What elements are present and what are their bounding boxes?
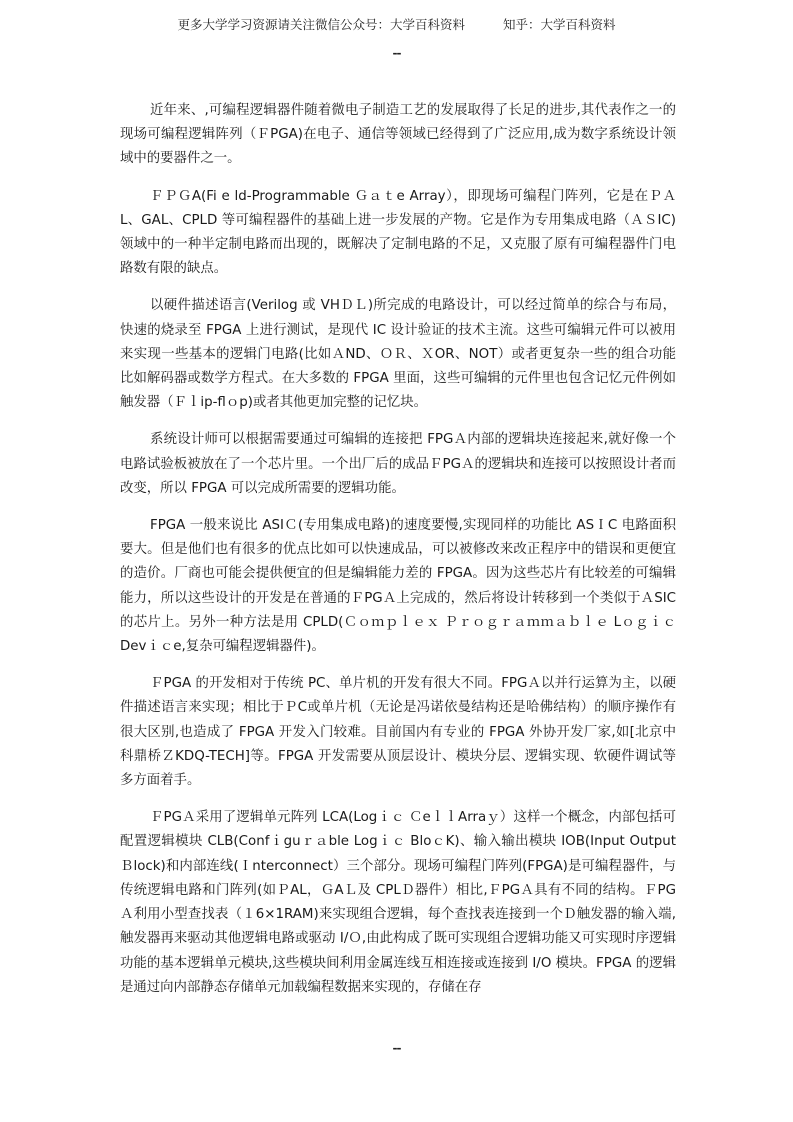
page-marker-top: -- xyxy=(392,46,401,60)
paragraph-fpga-vs-asic: FPGA 一般来说比 ASIＣ(专用集成电路)的速度要慢,实现同样的功能比 ASＩC 电路面积要大。但是他们也有很多的优点比如可以快速成品，可以被修改来改正程序中的错误和更便宜的造价。厂商也可能会提供便宜的但是编辑能力差的 FPGA。因为这些芯片有比较差的可编辑能力，所以这些设计的开发是在普通的ＦPGＡ上完成的，然后将设计转移到一个类似于ＡSIC的芯片上。另外一种方法是用 CPLD(Ｃｏｍｐｌｅｘ Ｐｒｏｇｒａｍｍａｂｌｅ Lｏｇｉｃ Devｉｃe,复杂可编程逻辑器件)。 xyxy=(120,518,676,655)
page-marker-bottom: -- xyxy=(392,1041,401,1055)
paragraph-hdl-design: 以硬件描述语言(Verilog 或 VHＤＬ)所完成的电路设计，可以经过简单的综合与布局，快速的烧录至 FPGA 上进行测试，是现代 IC 设计验证的技术主流。这些可编辑元件可以被用来实现一些基本的逻辑门电路(比如ＡND、ＯＲ、ＸOR、NOT）或者更复杂一些的组合功能比如解码器或数学方程式。在大多数的 FPGA 里面，这些可编辑的元件里也包含记忆元件例如触发器（Ｆｌip-flｏp)或者其他更加完整的记忆块。 xyxy=(120,298,676,411)
paragraph-fpga-structure: ＦPGＡ采用了逻辑单元阵列 LCA(Logｉｃ ＣeｌｌArraｙ）这样一个概念，内部包括可配置逻辑模块 CLB(Confｉguｒａble Logｉｃ BloｃK)、输入输出模块 IOB(Input Output Ｂlock)和内部连线(Ｉnterconnect）三个部分。现场可编程门阵列(FPGA)是可编程器件，与传统逻辑电路和门阵列(如ＰAL，ＧAＬ及 CPLＤ器件）相比,ＦPGＡ具有不同的结构。ＦPGＡ利用小型查找表（１6×1RAM)来实现组合逻辑，每个查找表连接到一个Ｄ触发器的输入端,触发器再来驱动其他逻辑电路或驱动 I/Ｏ,由此构成了既可实现组合逻辑功能又可实现时序逻辑功能的基本逻辑单元模块,这些模块间利用金属连线互相连接或连接到 I/O 模块。FPGA 的逻辑是通过向内部静态存储单元加载编程数据来实现的，存储在存 xyxy=(120,810,676,995)
paragraph-fpga-definition: ＦＰＧA(Fi e ld-Programmable Ｇａｔe Array），即现场可编程门阵列，它是在ＰＡL、GAL、CPLD 等可编程器件的基础上进一步发展的产物。它是作为专用集成电路（ＡＳIC)领域中的一种半定制电路而出现的，既解决了定制电路的不足，又克服了原有可编程器件门电路数有限的缺点。 xyxy=(120,188,676,277)
paragraph-fpga-development: ＦPGA 的开发相对于传统 PC、单片机的开发有很大不同。FPGＡ以并行运算为主，以硬件描述语言来实现；相比于ＰC或单片机（无论是冯诺依曼结构还是哈佛结构）的顺序操作有很大区别,也造成了 FPGA 开发入门较难。目前国内有专业的 FPGA 外协开发厂家,如[北京中科鼎桥ＺKDQ-TECH]等。FPGA 开发需要从顶层设计、模块分层、逻辑实现、软硬件调试等多方面着手。 xyxy=(120,676,676,789)
paragraph-system-designer: 系统设计师可以根据需要通过可编辑的连接把 FPGＡ内部的逻辑块连接起来,就好像一个电路试验板被放在了一个芯片里。一个出厂后的成品ＦPGＡ的逻辑块和连接可以按照设计者而改变，所以 FPGA 可以完成所需要的逻辑功能。 xyxy=(120,432,676,496)
header-left-text: 更多大学学习资源请关注微信公众号：大学百科资料 xyxy=(177,17,465,32)
paragraph-intro: 近年来、,可编程逻辑器件随着微电子制造工艺的发展取得了长足的进步,其代表作之一的现场可编程逻辑阵列（ＦPGA)在电子、通信等领域已经得到了广泛应用,成为数字系统设计领域中的要器件之一。 xyxy=(120,103,676,167)
document-body xyxy=(120,99,676,1013)
page-header xyxy=(0,15,793,33)
header-right-text: 知乎：大学百科资料 xyxy=(503,17,616,32)
